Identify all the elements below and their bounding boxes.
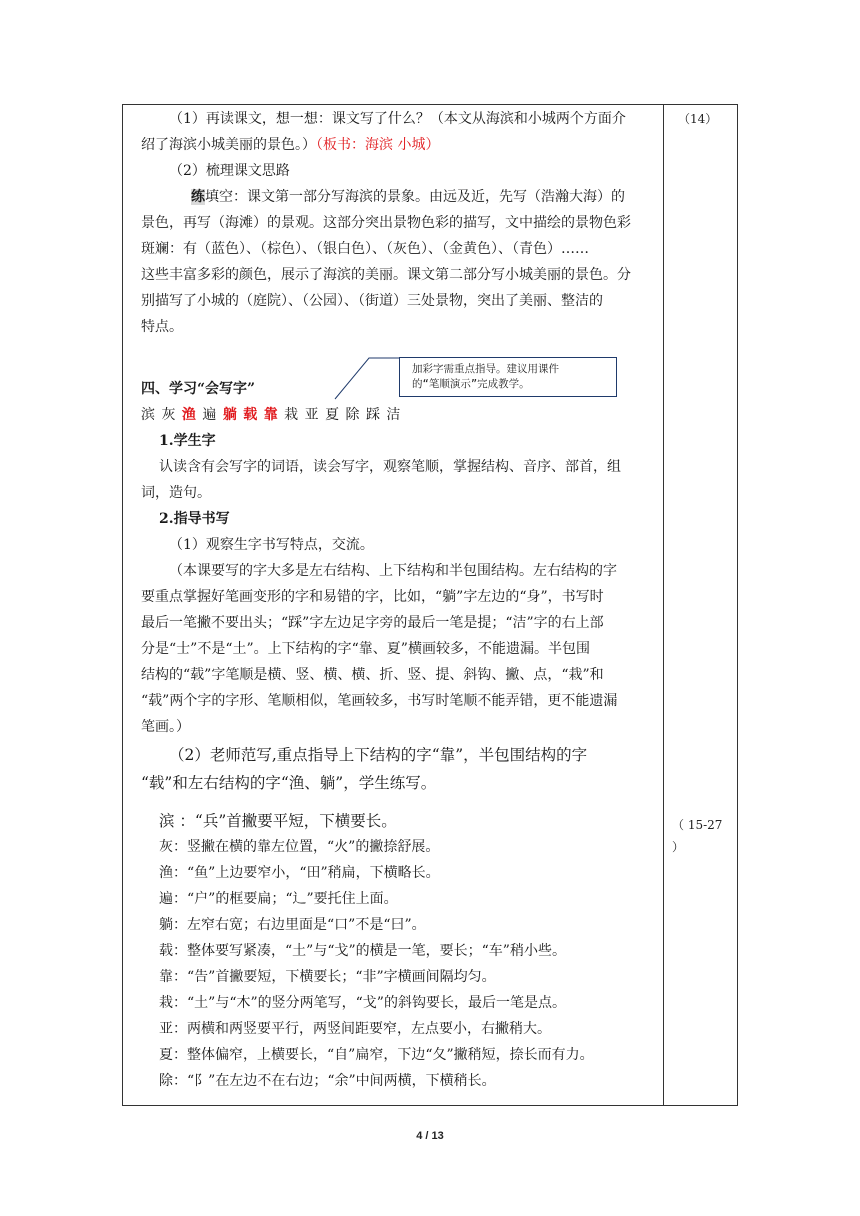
key-char: 靠 [263,407,279,423]
board-note: （板书：海滨 小城） [316,137,440,153]
text-line: 特点。 [141,319,183,335]
text-line: “载”两个字的字形、笔顺相似，笔画较多，书写时笔顺不能弄错，更不能遗漏 [141,693,618,709]
writing-tip: 渔：“鱼”上边要窄小，“田”稍扁，下横略长。 [159,865,440,881]
char-list [141,405,401,425]
writing-tip: 栽：“土”与“木”的竖分两笔写，“戈”的斜钩要长，最后一笔是点。 [159,995,566,1011]
char-span: 栽 亚 夏 除 踩 洁 [284,407,402,423]
text-line: 别描写了小城的（庭院）、（公园）、（街道）三处景物，突出了美丽、整洁的 [141,293,603,309]
practice-line [191,187,625,207]
text-line: 词，造句。 [141,485,211,501]
lesson-content [123,105,663,1105]
text-line: 结构的“载”字笔顺是横、竖、横、横、折、竖、提、斜钩、撇、点，“栽”和 [141,667,604,683]
key-char: 载 [243,407,259,423]
section-title: 四、学习“会写字” [141,381,256,397]
writing-tip: 除：“阝”在左边不在右边；“余”中间两横，下横稍长。 [159,1073,496,1089]
teacher-note-box [399,357,617,397]
time-mark: （ 15-27 [672,818,723,832]
text-span: 绍了海滨小城美丽的景色。） [141,137,316,153]
time-column [664,105,737,1105]
text-line: “载”和左右结构的字“渔、躺”，学生练写。 [141,774,437,792]
text-line: （2）老师范写,重点指导上下结构的字“靠”，半包围结构的字 [169,746,588,764]
text-line [141,135,439,155]
writing-tip: 滨 ：“兵”首撇要平短，下横要长。 [159,812,397,830]
text-line: 这些丰富多彩的颜色，展示了海滨的美丽。课文第二部分写小城美丽的景色。分 [141,267,631,283]
text-line: 分是“士”不是“土”。上下结构的字“靠、夏”横画较多，不能遗漏。半包围 [141,641,590,657]
writing-tip: 亚：两横和两竖要平行，两竖间距要窄，左点要小，右撇稍大。 [159,1021,551,1037]
text-line: 笔画。） [141,719,190,735]
text-line: 斑斓：有（蓝色）、（棕色）、（银白色）、（灰色）、（金黄色）、（青色）…… [141,241,589,257]
text-line: （2）梳理课文思路 [169,163,290,179]
writing-tip: 靠：“告”首撇要短，下横要长；“非”字横画间隔均匀。 [159,969,496,985]
writing-tip: 灰：竖撇在横的靠左位置，“火”的撇捺舒展。 [159,839,440,855]
lesson-table [122,104,738,1106]
text-line: 景色，再写（海滩）的景观。这部分突出景物色彩的描写，文中描绘的景物色彩 [141,215,631,231]
char-span: 滨 灰 [141,407,182,423]
key-char: 渔 [181,407,197,423]
writing-tip: 躺：左窄右宽；右边里面是“口”不是“曰”。 [159,917,426,933]
page-number: 4 / 13 [416,1130,444,1142]
note-line: 加彩字需重点指导。建议用课件 [412,363,559,375]
callout-pointer [333,355,403,401]
text-line: 要重点掌握好笔画变形的字和易错的字，比如，“躺”字左边的“身”，书写时 [141,589,604,605]
text-line: 最后一笔撇不要出头；“踩”字左边足字旁的最后一笔是提；“洁”字的右上部 [141,615,604,631]
time-mark: ） [672,840,685,854]
subheading: 2.指导书写 [159,511,230,527]
text-line: （1）观察生字书写特点，交流。 [169,537,374,553]
text-line: （本课要写的字大多是左右结构、上下结构和半包围结构。左右结构的字 [169,563,617,579]
text-line: 认读含有会写字的词语，读会写字，观察笔顺，掌握结构、音序、部首，组 [159,459,621,475]
writing-tip: 载：整体要写紧凑，“土”与“戈”的横是一笔，要长；“车”稍小些。 [159,943,566,959]
char-span: 遍 [202,407,218,423]
text-line: （1）再读课文，想一想：课文写了什么？（本文从海滨和小城两个方面介 [169,111,626,127]
practice-char: 练 [191,189,205,205]
text-span: 填空：课文第一部分写海滨的景象。由远及近，先写（浩瀚大海）的 [205,189,625,205]
writing-tip: 夏：整体偏窄，上横要长，“自”扁窄，下边“夂”撇稍短，捺长而有力。 [159,1047,594,1063]
subheading: 1.学生字 [159,433,216,449]
time-mark: （14） [678,112,718,126]
key-char: 躺 [222,407,238,423]
writing-tip: 遍：“户”的框要扁；“辶”要托住上面。 [159,891,398,907]
note-line: 的“笔顺演示”完成教学。 [412,378,530,390]
